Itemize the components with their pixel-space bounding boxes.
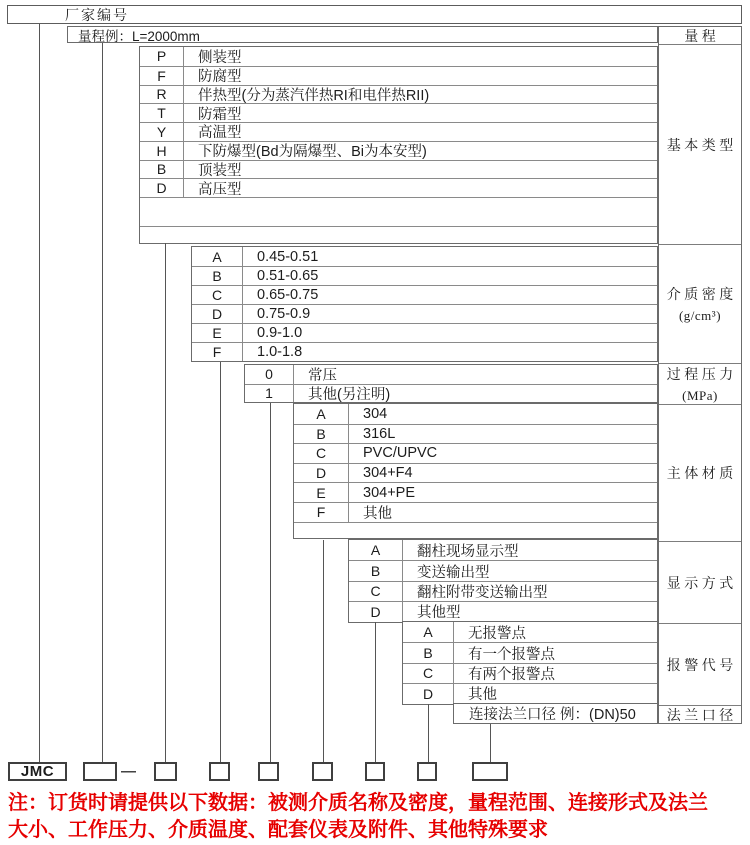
code-blank-box-alarm [417,762,437,781]
code-cell: B [403,643,454,662]
desc-cell: 其他型 [417,605,461,622]
category-label-density: 介质密度 (g/cm³) [659,244,741,363]
code-cell: B [294,425,349,444]
code-cell: H [140,142,184,160]
category-label-basic-type: 基本类型 [659,44,741,244]
table-row [349,601,657,621]
table-row [454,704,657,723]
category-label-flange: 法兰口径 [659,705,741,723]
table-row [403,642,657,662]
table-row [140,103,657,122]
table-row [294,404,657,424]
table-row [349,560,657,580]
table-row [294,482,657,502]
code-cell: Y [140,123,184,141]
table-row [140,66,657,85]
table-row [403,663,657,683]
order-note [8,790,748,844]
code-cell: B [140,161,184,179]
code-cell: D [192,305,243,323]
category-label-range: 量程 [684,29,720,45]
code-blank-box-display [365,762,385,781]
process-pressure-rows [245,365,657,402]
desc-cell: 侧装型 [198,49,242,66]
category-label-alarm: 报警代号 [659,623,741,705]
category-label-pressure: 过程压力 (MPa) [659,363,741,404]
code-cell: B [349,561,403,580]
desc-cell: 翻柱附带变送输出型 [417,584,548,601]
range-example-text: 量程例：L=2000mm [78,28,200,44]
code-cell: C [294,444,349,463]
desc-cell: 防霜型 [198,106,242,123]
code-cell: C [349,582,403,601]
medium-density-table [191,246,658,362]
empty-row [140,226,657,243]
desc-cell: 304 [363,405,388,422]
code-cell: 1 [245,385,294,403]
desc-cell: 常压 [308,367,337,384]
empty-row [294,522,657,538]
connector-line [375,622,376,762]
body-material-rows [294,404,657,522]
category-label-material: 主体材质 [659,404,741,541]
model-prefix-box [8,762,67,781]
desc-cell: 有一个报警点 [468,646,555,663]
code-cell: C [403,664,454,683]
desc-cell: 316L [363,425,396,442]
code-blank-box-material [312,762,333,781]
desc-cell: 无报警点 [468,625,526,642]
code-cell: P [140,47,184,66]
code-blank-box-flange [472,762,508,781]
connector-line [490,724,491,762]
table-row [245,365,657,384]
display-mode-table [348,539,658,623]
table-row [192,342,657,361]
table-row [245,384,657,403]
connector-line [220,362,221,762]
desc-cell: 0.9-1.0 [257,325,303,341]
display-mode-rows [349,540,657,622]
desc-cell: 304+PE [363,484,416,501]
connector-line [270,403,271,762]
desc-cell: 其他(另注明) [308,386,391,403]
basic-type-rows [140,47,657,197]
code-cell: R [140,86,184,104]
connector-line [323,540,324,762]
table-row [192,247,657,266]
desc-cell: 防腐型 [198,69,242,86]
code-blank-box-pressure [258,762,279,781]
manufacturer-code-box [7,5,742,24]
connector-line [102,43,103,762]
code-blank-box-density [209,762,230,781]
table-row [192,323,657,342]
desc-cell: 0.75-0.9 [257,306,311,322]
code-cell: 0 [245,365,294,384]
code-cell: D [140,179,184,197]
code-cell: D [403,684,454,703]
table-row [140,85,657,104]
category-label-display: 显示方式 [659,541,741,623]
category-label-column [658,26,742,724]
desc-cell: PVC/UPVC [363,445,438,462]
desc-cell: 伴热型(分为蒸汽伴热RI和电伴热RII) [198,87,430,104]
desc-cell: 0.51-0.65 [257,268,319,284]
desc-cell: 下防爆型(Bd为隔爆型、Bi为本安型) [198,144,427,161]
code-blank-box-basic-type [154,762,177,781]
table-row [403,683,657,703]
code-cell: C [192,286,243,304]
table-row [349,540,657,560]
code-cell: E [192,324,243,342]
table-row [192,266,657,285]
alarm-code-table [402,621,658,705]
table-row [140,160,657,179]
body-material-table [293,403,658,539]
code-cell: A [349,540,403,560]
connector-line [39,24,40,762]
desc-cell: 高温型 [198,125,242,142]
code-cell: A [192,247,243,266]
manufacturer-code-label: 厂家编号 [65,6,129,23]
flange-size-row [453,703,658,724]
code-blank-box-range [83,762,117,781]
code-cell: F [294,503,349,522]
code-cell: F [140,67,184,85]
desc-cell: 其他 [363,505,392,522]
table-row [403,622,657,642]
desc-cell: 0.65-0.75 [257,287,319,303]
connector-line [428,704,429,762]
table-row [140,178,657,197]
code-cell: A [294,404,349,424]
flange-size-desc: 连接法兰口径 例：(DN)50 [469,707,636,723]
table-row [140,122,657,141]
desc-cell: 有两个报警点 [468,666,555,683]
code-cell: E [294,483,349,502]
range-example-box [67,26,658,43]
desc-cell: 0.45-0.51 [257,248,319,265]
desc-cell: 变送输出型 [417,564,490,581]
note-line-2: 大小、工作压力、介质温度、配套仪表及附件、其他特殊要求 [8,819,548,841]
code-cell: B [192,267,243,285]
medium-density-rows [192,247,657,361]
desc-cell: 1.0-1.8 [257,344,303,360]
desc-cell: 其他 [468,687,497,704]
code-cell: D [294,464,349,483]
table-row [192,285,657,304]
basic-type-table [139,46,658,244]
code-cell: A [403,622,454,642]
code-cell: T [140,104,184,122]
table-row [140,47,657,66]
code-cell: F [192,343,243,361]
connector-line [165,243,166,762]
note-line-1: 注：订货时请提供以下数据：被测介质名称及密度，量程范围、连接形式及法兰 [8,792,708,814]
desc-cell: 高压型 [198,181,242,198]
alarm-code-rows [403,622,657,704]
table-row [349,581,657,601]
table-row [294,502,657,522]
code-cell: D [349,602,403,621]
desc-cell: 翻柱现场显示型 [417,543,519,560]
dash-separator: — [121,763,136,780]
table-row [192,304,657,323]
desc-cell: 304+F4 [363,465,413,482]
table-row [294,463,657,483]
table-row [294,424,657,444]
process-pressure-table [244,364,658,403]
model-prefix-text: JMC [20,763,55,780]
desc-cell: 顶装型 [198,162,242,179]
table-row [140,141,657,160]
empty-row [140,197,657,226]
table-row [294,443,657,463]
